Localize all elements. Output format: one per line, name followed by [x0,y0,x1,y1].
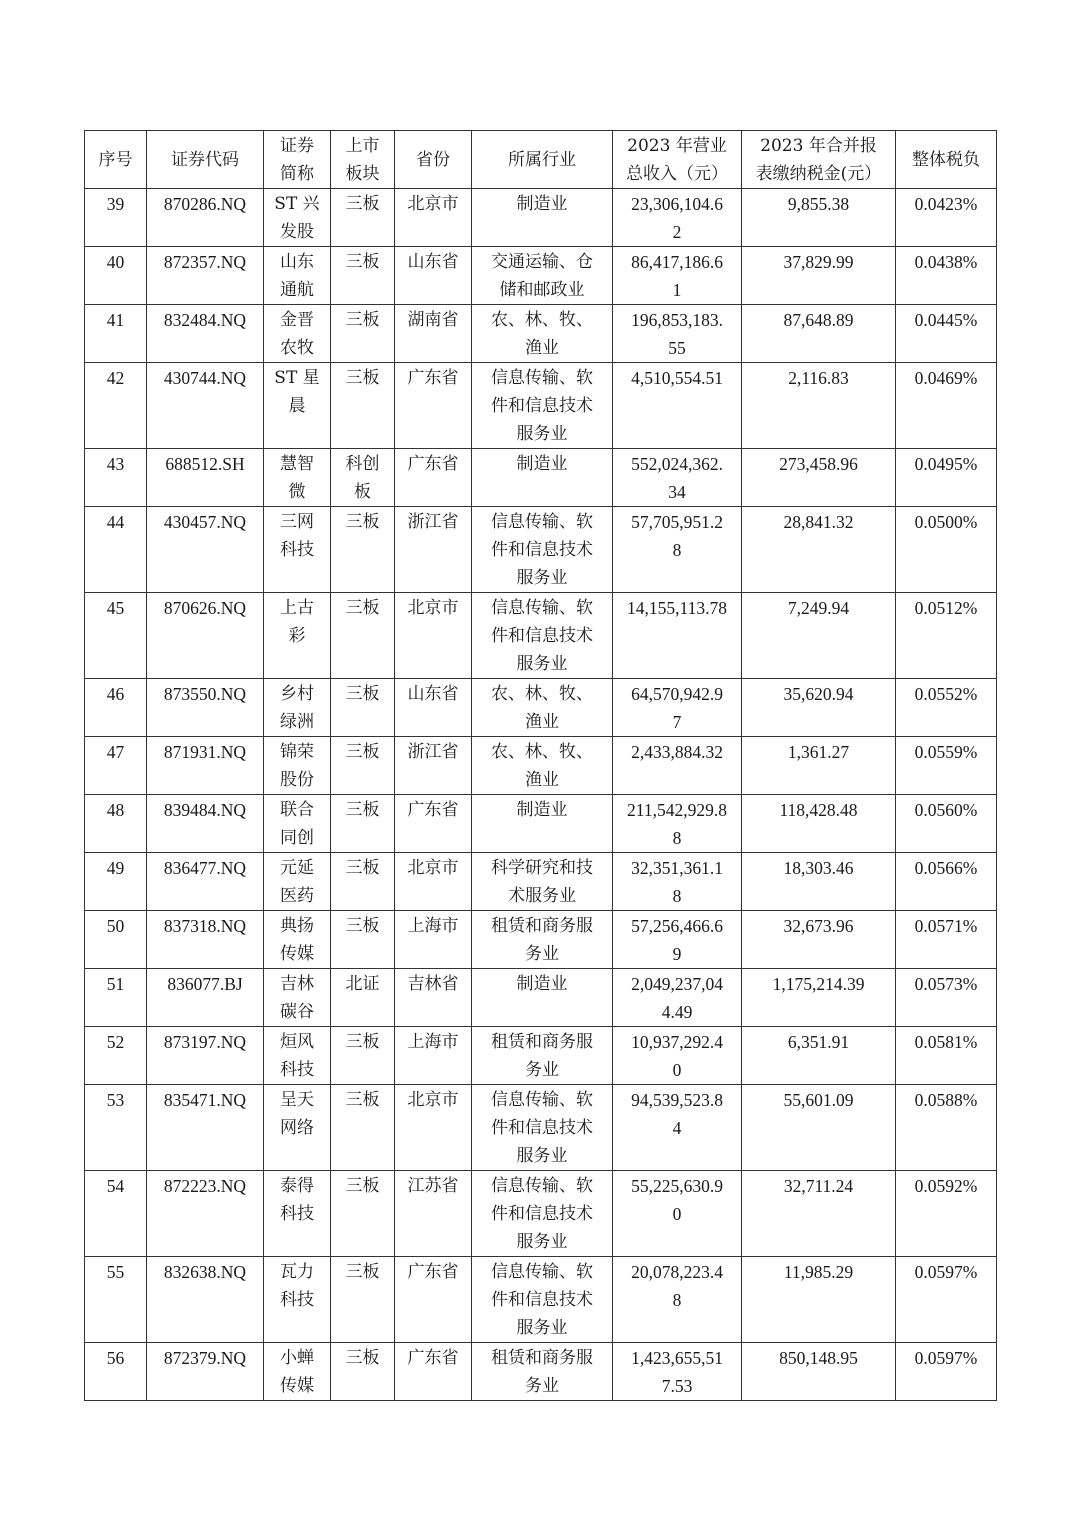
table-row [85,1171,997,1257]
cell-code: 832638.NQ [147,1257,264,1343]
header-tax: 2023 年合并报 表缴纳税金(元） [742,131,896,189]
cell-province: 北京市 [395,1085,472,1171]
cell-industry: 制造业 [472,449,613,507]
cell-province: 广东省 [395,449,472,507]
cell-name: 呈天 网络 [264,1085,331,1171]
cell-tax: 273,458.96 [742,449,896,507]
cell-board: 三板 [331,1085,395,1171]
cell-industry: 信息传输、软 件和信息技术 服务业 [472,507,613,593]
cell-code: 836477.NQ [147,853,264,911]
cell-code: 873550.NQ [147,679,264,737]
cell-serial: 44 [85,507,147,593]
cell-rate: 0.0566% [896,853,997,911]
cell-revenue: 55,225,630.9 0 [613,1171,742,1257]
cell-revenue: 10,937,292.4 0 [613,1027,742,1085]
cell-serial: 40 [85,247,147,305]
cell-revenue: 57,705,951.2 8 [613,507,742,593]
cell-province: 广东省 [395,795,472,853]
cell-rate: 0.0512% [896,593,997,679]
cell-rate: 0.0438% [896,247,997,305]
cell-rate: 0.0571% [896,911,997,969]
cell-code: 832484.NQ [147,305,264,363]
cell-tax: 55,601.09 [742,1085,896,1171]
cell-tax: 1,175,214.39 [742,969,896,1027]
cell-tax: 850,148.95 [742,1343,896,1401]
cell-name: 联合 同创 [264,795,331,853]
cell-province: 吉林省 [395,969,472,1027]
cell-rate: 0.0559% [896,737,997,795]
cell-revenue: 196,853,183. 55 [613,305,742,363]
cell-board: 三板 [331,1171,395,1257]
cell-province: 上海市 [395,911,472,969]
table-row [85,1343,997,1401]
header-board: 上市 板块 [331,131,395,189]
cell-board: 三板 [331,737,395,795]
cell-board: 三板 [331,679,395,737]
cell-code: 839484.NQ [147,795,264,853]
header-serial: 序号 [85,131,147,189]
table-row [85,1085,997,1171]
cell-serial: 41 [85,305,147,363]
cell-revenue: 2,049,237,04 4.49 [613,969,742,1027]
cell-code: 872379.NQ [147,1343,264,1401]
cell-revenue: 32,351,361.1 8 [613,853,742,911]
cell-province: 浙江省 [395,737,472,795]
cell-industry: 制造业 [472,795,613,853]
cell-code: 835471.NQ [147,1085,264,1171]
cell-province: 江苏省 [395,1171,472,1257]
cell-revenue: 57,256,466.6 9 [613,911,742,969]
cell-province: 广东省 [395,1343,472,1401]
cell-name: 乡村 绿洲 [264,679,331,737]
cell-province: 广东省 [395,363,472,449]
cell-rate: 0.0423% [896,189,997,247]
cell-tax: 9,855.38 [742,189,896,247]
cell-revenue: 94,539,523.8 4 [613,1085,742,1171]
cell-industry: 信息传输、软 件和信息技术 服务业 [472,1171,613,1257]
cell-tax: 1,361.27 [742,737,896,795]
cell-province: 湖南省 [395,305,472,363]
cell-serial: 45 [85,593,147,679]
cell-name: 金晋 农牧 [264,305,331,363]
cell-province: 广东省 [395,1257,472,1343]
cell-code: 871931.NQ [147,737,264,795]
cell-serial: 47 [85,737,147,795]
table-row [85,969,997,1027]
cell-rate: 0.0560% [896,795,997,853]
cell-code: 688512.SH [147,449,264,507]
cell-serial: 50 [85,911,147,969]
cell-province: 山东省 [395,679,472,737]
cell-name: 吉林 碳谷 [264,969,331,1027]
cell-industry: 信息传输、软 件和信息技术 服务业 [472,363,613,449]
cell-industry: 交通运输、仓 储和邮政业 [472,247,613,305]
cell-name: 泰得 科技 [264,1171,331,1257]
cell-industry: 农、林、牧、 渔业 [472,737,613,795]
cell-board: 三板 [331,911,395,969]
cell-name: 慧智 微 [264,449,331,507]
table-row [85,507,997,593]
header-industry: 所属行业 [472,131,613,189]
cell-board: 三板 [331,593,395,679]
cell-code: 873197.NQ [147,1027,264,1085]
cell-revenue: 86,417,186.6 1 [613,247,742,305]
cell-code: 836077.BJ [147,969,264,1027]
cell-name: 小蝉 传媒 [264,1343,331,1401]
cell-serial: 46 [85,679,147,737]
cell-rate: 0.0597% [896,1257,997,1343]
header-province: 省份 [395,131,472,189]
cell-revenue: 4,510,554.51 [613,363,742,449]
table-row [85,593,997,679]
cell-board: 三板 [331,189,395,247]
cell-board: 三板 [331,853,395,911]
cell-industry: 信息传输、软 件和信息技术 服务业 [472,1085,613,1171]
cell-code: 837318.NQ [147,911,264,969]
cell-board: 三板 [331,305,395,363]
cell-industry: 信息传输、软 件和信息技术 服务业 [472,593,613,679]
cell-rate: 0.0581% [896,1027,997,1085]
header-name: 证券 简称 [264,131,331,189]
cell-code: 870286.NQ [147,189,264,247]
cell-name: 烜风 科技 [264,1027,331,1085]
cell-code: 430457.NQ [147,507,264,593]
cell-code: 872357.NQ [147,247,264,305]
cell-serial: 43 [85,449,147,507]
cell-serial: 39 [85,189,147,247]
cell-name: ST 兴 发股 [264,189,331,247]
table-row [85,247,997,305]
header-code: 证券代码 [147,131,264,189]
cell-revenue: 64,570,942.9 7 [613,679,742,737]
table-row [85,189,997,247]
header-rate: 整体税负 [896,131,997,189]
cell-rate: 0.0495% [896,449,997,507]
cell-industry: 科学研究和技 术服务业 [472,853,613,911]
cell-province: 上海市 [395,1027,472,1085]
cell-name: 山东 通航 [264,247,331,305]
cell-revenue: 23,306,104.6 2 [613,189,742,247]
table-row [85,1027,997,1085]
cell-revenue: 14,155,113.78 [613,593,742,679]
cell-industry: 农、林、牧、 渔业 [472,679,613,737]
cell-revenue: 20,078,223.4 8 [613,1257,742,1343]
cell-name: 元延 医药 [264,853,331,911]
cell-province: 北京市 [395,189,472,247]
cell-tax: 7,249.94 [742,593,896,679]
cell-industry: 租赁和商务服 务业 [472,1343,613,1401]
cell-province: 北京市 [395,593,472,679]
cell-board: 科创 板 [331,449,395,507]
table-row [85,449,997,507]
cell-serial: 42 [85,363,147,449]
cell-revenue: 1,423,655,51 7.53 [613,1343,742,1401]
cell-name: 瓦力 科技 [264,1257,331,1343]
cell-rate: 0.0592% [896,1171,997,1257]
cell-name: 上古 彩 [264,593,331,679]
cell-board: 三板 [331,363,395,449]
cell-rate: 0.0573% [896,969,997,1027]
cell-serial: 56 [85,1343,147,1401]
cell-industry: 信息传输、软 件和信息技术 服务业 [472,1257,613,1343]
cell-code: 872223.NQ [147,1171,264,1257]
cell-industry: 租赁和商务服 务业 [472,1027,613,1085]
cell-tax: 2,116.83 [742,363,896,449]
cell-code: 870626.NQ [147,593,264,679]
cell-serial: 48 [85,795,147,853]
cell-serial: 49 [85,853,147,911]
cell-tax: 11,985.29 [742,1257,896,1343]
cell-tax: 6,351.91 [742,1027,896,1085]
cell-province: 浙江省 [395,507,472,593]
cell-board: 三板 [331,1027,395,1085]
table-row [85,853,997,911]
cell-tax: 18,303.46 [742,853,896,911]
cell-industry: 制造业 [472,969,613,1027]
cell-serial: 51 [85,969,147,1027]
cell-board: 北证 [331,969,395,1027]
cell-board: 三板 [331,1257,395,1343]
cell-tax: 118,428.48 [742,795,896,853]
header-revenue: 2023 年营业 总收入（元） [613,131,742,189]
cell-name: 三网 科技 [264,507,331,593]
table-row [85,305,997,363]
cell-serial: 53 [85,1085,147,1171]
cell-province: 山东省 [395,247,472,305]
cell-tax: 35,620.94 [742,679,896,737]
table-row [85,1257,997,1343]
cell-board: 三板 [331,795,395,853]
cell-tax: 32,673.96 [742,911,896,969]
cell-rate: 0.0469% [896,363,997,449]
cell-rate: 0.0588% [896,1085,997,1171]
cell-serial: 55 [85,1257,147,1343]
tax-burden-table [84,130,997,1401]
cell-name: 典扬 传媒 [264,911,331,969]
cell-tax: 87,648.89 [742,305,896,363]
cell-board: 三板 [331,247,395,305]
cell-tax: 28,841.32 [742,507,896,593]
table-row [85,795,997,853]
cell-tax: 37,829.99 [742,247,896,305]
cell-board: 三板 [331,507,395,593]
cell-industry: 制造业 [472,189,613,247]
cell-rate: 0.0445% [896,305,997,363]
cell-industry: 租赁和商务服 务业 [472,911,613,969]
cell-province: 北京市 [395,853,472,911]
cell-serial: 52 [85,1027,147,1085]
cell-revenue: 211,542,929.8 8 [613,795,742,853]
table-row [85,737,997,795]
cell-name: 锦荣 股份 [264,737,331,795]
cell-industry: 农、林、牧、 渔业 [472,305,613,363]
cell-revenue: 2,433,884.32 [613,737,742,795]
cell-rate: 0.0500% [896,507,997,593]
cell-name: ST 星 晨 [264,363,331,449]
cell-rate: 0.0597% [896,1343,997,1401]
cell-serial: 54 [85,1171,147,1257]
table-row [85,363,997,449]
cell-rate: 0.0552% [896,679,997,737]
cell-revenue: 552,024,362. 34 [613,449,742,507]
table-row [85,679,997,737]
cell-code: 430744.NQ [147,363,264,449]
table-header-row [85,131,997,189]
cell-tax: 32,711.24 [742,1171,896,1257]
cell-board: 三板 [331,1343,395,1401]
table-row [85,911,997,969]
table-body [85,189,997,1401]
